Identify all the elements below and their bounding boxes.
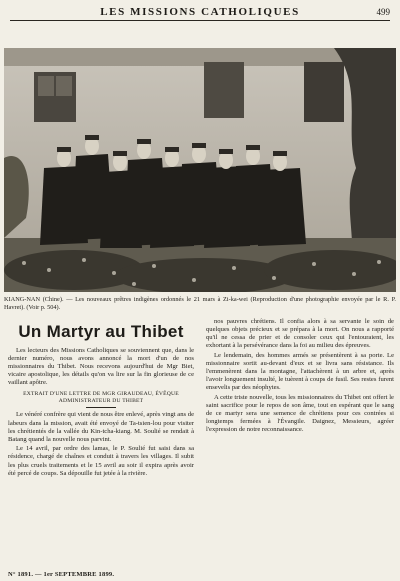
group-photo (4, 48, 396, 292)
subheading-line-2: ADMINISTRATEUR DU THIBET (58, 398, 144, 405)
right-paragraph: Le lendemain, des hommes armés se présentèrent à sa porte. Le missionnaire sortit au-devant d'eux et se livra sans résistance. Ils l'emmenèrent dans la montagne, l'attachèrent à un arbre et, après l'avoir longuement insulté, le tuèrent à coups de fusil. Ses restes furent ensevelis par des néophytes. (206, 351, 394, 392)
article-intro: Les lecteurs des Missions Catholiques se souviennent que, dans le dernier numéro, nous avons annoncé la mort d'un de nos missionnaires du Thibet. Nous recevons aujourd'hui de Mgr Biet, vicaire apostolique, les détails qu'on va lire sur la fin glorieuse de ce vaillant apôtre. (8, 347, 194, 387)
subheading-rule (86, 407, 116, 408)
running-head (10, 4, 390, 21)
left-paragraph: Le vénéré confrère qui vient de nous être enlevé, après vingt ans de labeurs dans la mission, avait été envoyé de Ta-tsien-lou pour visiter les chrétientés de la vallée du Kin-tcha-kiang. M. Soulié se rendait à Batang quand la nouvelle nous parvint. (8, 411, 194, 443)
page-number: 499 (376, 7, 390, 17)
article-left-column (8, 347, 194, 479)
article-right-column (206, 318, 394, 436)
right-paragraph: nos pauvres chrétiens. Il confia alors à sa servante le soin de quelques objets précieux et se prépara à la mort. On nous a rapporté qu'il ne cessa de prier et de consoler ceux qui l'entouraient, les exhortant à la persévérance dans la foi au milieu des épreuves. (206, 318, 394, 350)
photo-caption: KIANG-NAN (Chine). — Les nouveaux prêtres indigènes ordonnés le 21 mars à Zi-ka-wei (Reproduction d'une photographie envoyée par le R. P. Havret). (Voir p. 504). (4, 296, 396, 311)
left-paragraph: Le 14 avril, par ordre des lamas, le P. Soulié fut saisi dans sa résidence, chargé de chaînes et conduit à travers les villages. Il subit les plus cruels traitements et le 15 avril au soir il expira après avoir été percé de coups. Sa dépouille fut jetée à la rivière. (8, 445, 194, 477)
right-paragraph: A cette triste nouvelle, tous les missionnaires du Thibet ont offert le saint sacrifice pour le repos de son âme, tout en espérant que le sang de ce martyr sera une semence de chrétiens pour ces contrées si longtemps fermées à l'Évangile. Daignez, Messieurs, agréer l'expression de notre reconnaissance. (206, 393, 394, 434)
group-photo-image (4, 48, 396, 292)
subheading-line-1: EXTRAIT D'UNE LETTRE DE MGR GIRAUDEAU, ÉVÊQUE (23, 391, 179, 398)
issue-line: N° 1891. — 1er SEPTEMBRE 1899. (8, 571, 115, 578)
article-title: Un Martyr au Thibet (18, 322, 184, 341)
journal-title: LES MISSIONS CATHOLIQUES (100, 6, 300, 18)
letter-subheading (8, 391, 194, 408)
